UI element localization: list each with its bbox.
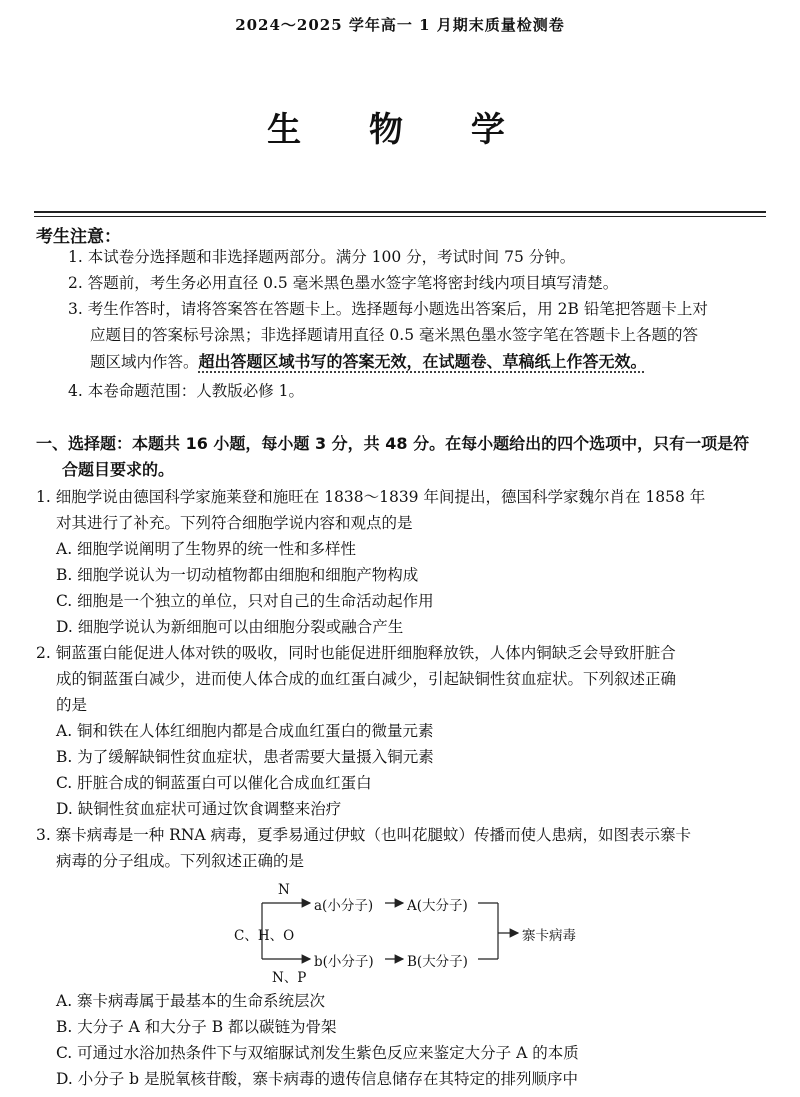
q2-stem-line-1: 2. 铜蓝蛋白能促进人体对铁的吸收，同时也能促进肝细胞释放铁，人体内铜缺乏会导致肝脏合 <box>36 644 676 662</box>
q1-option-a: A. 细胞学说阐明了生物界的统一性和多样性 <box>56 540 357 558</box>
notice-item-4: 4. 本卷命题范围：人教版必修 1。 <box>68 382 305 400</box>
q2-option-d: D. 缺铜性贫血症状可通过饮食调整来治疗 <box>56 800 342 818</box>
small-molecule-a-label: a(小分子) <box>314 898 374 914</box>
q2-stem-line-3: 的是 <box>56 696 88 714</box>
q3-stem-line-2: 病毒的分子组成。下列叙述正确的是 <box>56 852 305 870</box>
q3-option-a: A. 寨卡病毒属于最基本的生命系统层次 <box>56 992 326 1010</box>
zika-virus-label: 寨卡病毒 <box>522 928 576 944</box>
macromolecule-b-label: B(大分子) <box>407 954 468 970</box>
q3-stem-line-1: 3. 寨卡病毒是一种 RNA 病毒，夏季易通过伊蚊（也叫花腿蚊）传播而使人患病，如图表示寨卡 <box>36 826 691 844</box>
q2-stem-line-2: 成的铜蓝蛋白减少，进而使人体合成的血红蛋白减少，引起缺铜性贫血症状。下列叙述正确 <box>56 670 677 688</box>
element-n-label: N <box>278 882 290 898</box>
section-heading-line-2: 合题目要求的。 <box>62 460 175 479</box>
notice-item-3-line-3 <box>90 352 647 372</box>
q1-stem-line-2: 对其进行了补充。下列符合细胞学说内容和观点的是 <box>56 514 413 532</box>
notice-item-2: 2. 答题前，考生务必用直径 0.5 毫米黑色墨水签字笔将密封线内项目填写清楚。 <box>68 274 619 292</box>
section-heading-line-1: 一、选择题：本题共 16 小题，每小题 3 分，共 48 分。在每小题给出的四个选项中，只有一项是符 <box>36 434 750 453</box>
double-rule-top <box>34 211 766 213</box>
q3-option-d: D. 小分子 b 是脱氧核苷酸，寨卡病毒的遗传信息储存在其特定的排列顺序中 <box>56 1070 579 1088</box>
notice-heading: 考生注意： <box>36 227 121 247</box>
small-molecule-b-label: b(小分子) <box>314 954 374 970</box>
virus-composition-diagram <box>230 878 590 988</box>
double-rule-bottom <box>34 216 766 217</box>
notice-item-1: 1. 本试卷分选择题和非选择题两部分。满分 100 分，考试时间 75 分钟。 <box>68 248 576 266</box>
q3-option-c: C. 可通过水浴加热条件下与双缩脲试剂发生紫色反应来鉴定大分子 A 的本质 <box>56 1044 579 1062</box>
notice-item-3-emphasis: 超出答题区域书写的答案无效，在试题卷、草稿纸上作答无效。 <box>198 352 647 371</box>
subject-title: 生 物 学 <box>267 110 533 150</box>
q1-option-b: B. 细胞学说认为一切动植物都由细胞和细胞产物构成 <box>56 566 419 584</box>
exam-title: 2024～2025 学年高一 1 月期末质量检测卷 <box>235 16 565 34</box>
q3-option-b: B. 大分子 A 和大分子 B 都以碳链为骨架 <box>56 1018 337 1036</box>
notice-item-3-line-2: 应题目的答案标号涂黑；非选择题请用直径 0.5 毫米黑色墨水签字笔在答题卡上各题的答 <box>90 326 699 344</box>
q2-option-c: C. 肝脏合成的铜蓝蛋白可以催化合成血红蛋白 <box>56 774 372 792</box>
q1-option-d: D. 细胞学说认为新细胞可以由细胞分裂或融合产生 <box>56 618 404 636</box>
q2-option-a: A. 铜和铁在人体红细胞内都是合成血红蛋白的微量元素 <box>56 722 434 740</box>
element-np-label: N、P <box>272 970 307 986</box>
notice-item-3-plain: 题区域内作答。 <box>90 353 199 371</box>
macromolecule-a-label: A(大分子) <box>407 898 468 914</box>
notice-item-3-line-1: 3. 考生作答时，请将答案答在答题卡上。选择题每小题选出答案后，用 2B 铅笔把答题卡上对 <box>68 300 708 318</box>
q2-option-b: B. 为了缓解缺铜性贫血症状，患者需要大量摄入铜元素 <box>56 748 434 766</box>
q1-option-c: C. 细胞是一个独立的单位，只对自己的生命活动起作用 <box>56 592 434 610</box>
element-chno-label: C、H、O <box>234 928 295 944</box>
q1-stem-line-1: 1. 细胞学说由德国科学家施莱登和施旺在 1838～1839 年间提出，德国科学家魏尔肖在 1858 年 <box>36 488 706 506</box>
